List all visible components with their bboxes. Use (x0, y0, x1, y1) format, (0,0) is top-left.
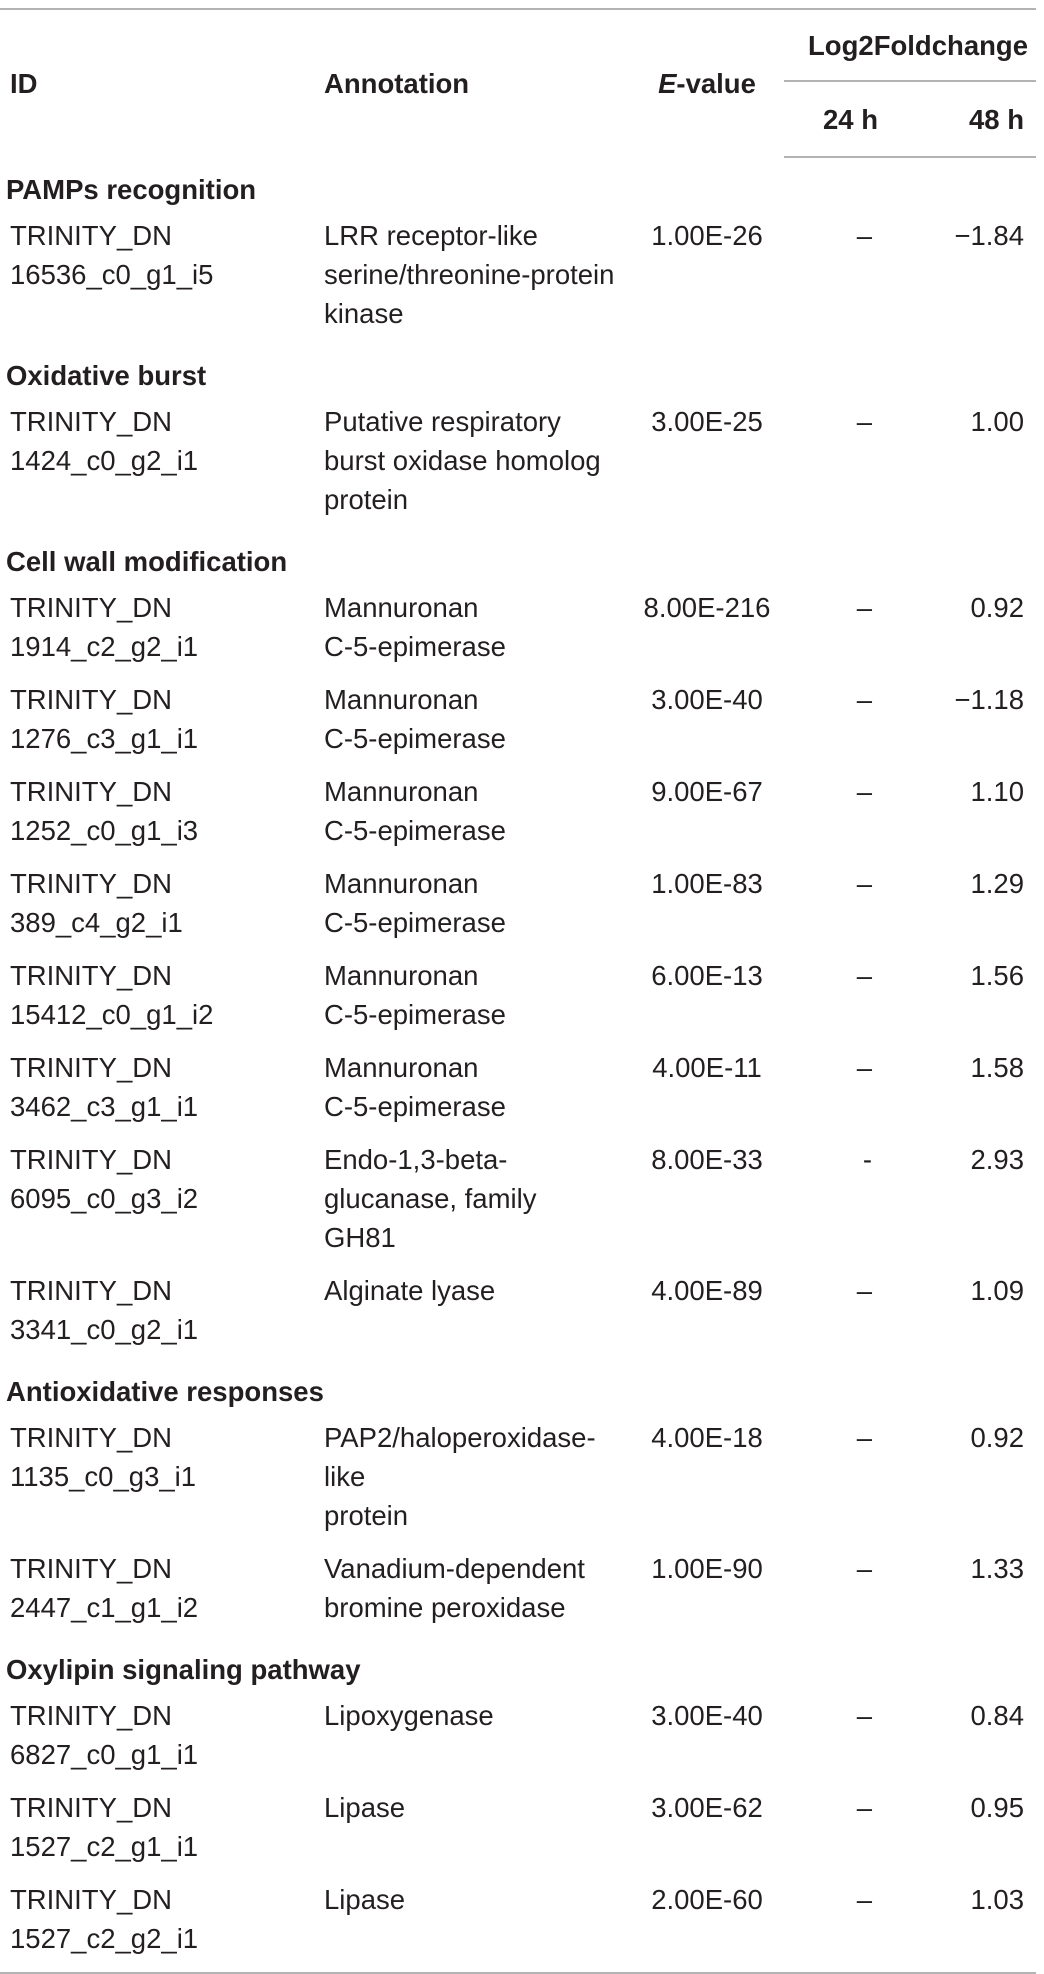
annotation-line: Lipoxygenase (324, 1700, 494, 1731)
id-line: TRINITY_DN (10, 960, 172, 991)
cell-evalue: 1.00E-90 (651, 1553, 763, 1584)
cell-annotation (316, 580, 630, 672)
id-line: 1527_c2_g2_i1 (10, 1923, 199, 1954)
cell-evalue: 4.00E-11 (652, 1052, 762, 1083)
id-line: 3341_c0_g2_i1 (10, 1314, 199, 1345)
column-header-48h: 48 h (906, 81, 1036, 157)
id-line: TRINITY_DN (10, 1052, 172, 1083)
cell-evalue: 3.00E-25 (651, 406, 763, 437)
cell-id (0, 1872, 316, 1973)
annotation-line: C-5-epimerase (324, 723, 506, 754)
cell-evalue: 4.00E-89 (651, 1275, 763, 1306)
cell-48h: 1.56 (970, 960, 1024, 991)
table-row (0, 1541, 1036, 1633)
cell-annotation (316, 394, 630, 525)
id-line: TRINITY_DN (10, 1144, 172, 1175)
cell-id (0, 394, 316, 525)
annotation-line: C-5-epimerase (324, 631, 506, 662)
cell-id (0, 1040, 316, 1132)
table-row (0, 394, 1036, 525)
id-line: TRINITY_DN (10, 684, 172, 715)
id-line: TRINITY_DN (10, 776, 172, 807)
cell-24h: – (856, 1553, 872, 1584)
cell-evalue: 8.00E-33 (651, 1144, 763, 1175)
cell-annotation (316, 1263, 630, 1355)
cell-annotation (316, 1688, 630, 1780)
cell-evalue: 4.00E-18 (651, 1422, 763, 1453)
table-row (0, 672, 1036, 764)
annotation-line: glucanase, family (324, 1183, 537, 1214)
id-line: 1527_c2_g1_i1 (10, 1831, 199, 1862)
annotation-line: Alginate lyase (324, 1275, 496, 1306)
id-line: TRINITY_DN (10, 1553, 172, 1584)
id-line: TRINITY_DN (10, 1700, 172, 1731)
cell-48h: 1.29 (970, 868, 1024, 899)
id-line: 16536_c0_g1_i5 (10, 259, 214, 290)
cell-annotation (316, 1541, 630, 1633)
annotation-line: C-5-epimerase (324, 1091, 506, 1122)
id-line: 1276_c3_g1_i1 (10, 723, 199, 754)
section-row (0, 1633, 1036, 1688)
cell-annotation (316, 948, 630, 1040)
cell-id (0, 1780, 316, 1872)
cell-evalue: 1.00E-83 (651, 868, 763, 899)
table-row (0, 1410, 1036, 1541)
cell-24h: – (856, 1052, 872, 1083)
cell-annotation (316, 1872, 630, 1973)
column-header-log2foldchange: Log2Foldchange (784, 9, 1036, 81)
section-row (0, 1355, 1036, 1410)
column-header-24h: 24 h (784, 81, 906, 157)
annotation-line: GH81 (324, 1222, 396, 1253)
annotation-line: PAP2/haloperoxidase- (324, 1422, 596, 1453)
id-line: TRINITY_DN (10, 1422, 172, 1453)
cell-48h: 1.00 (970, 406, 1024, 437)
table-header (0, 9, 1036, 157)
id-line: 6095_c0_g3_i2 (10, 1183, 199, 1214)
annotation-line: Mannuronan (324, 776, 479, 807)
cell-evalue: 8.00E-216 (643, 592, 771, 623)
cell-id (0, 948, 316, 1040)
cell-annotation (316, 764, 630, 856)
section-row (0, 157, 1036, 208)
section-title: Cell wall modification (6, 546, 288, 577)
cell-24h: – (856, 406, 872, 437)
section-row (0, 339, 1036, 394)
cell-annotation (316, 208, 630, 339)
cell-24h: – (856, 684, 872, 715)
table-row (0, 948, 1036, 1040)
column-header-annotation: Annotation (316, 9, 630, 157)
annotation-line: Putative respiratory (324, 406, 561, 437)
cell-24h: – (856, 1792, 872, 1823)
column-header-evalue (630, 9, 784, 157)
annotation-line: Vanadium-dependent (324, 1553, 585, 1584)
table-row (0, 1132, 1036, 1263)
annotation-line: burst oxidase homolog (324, 445, 601, 476)
cell-annotation (316, 856, 630, 948)
cell-id (0, 1688, 316, 1780)
id-line: 6827_c0_g1_i1 (10, 1739, 199, 1770)
table-row (0, 580, 1036, 672)
cell-evalue: 2.00E-60 (630, 1872, 784, 1973)
id-line: TRINITY_DN (10, 1275, 172, 1306)
id-line: TRINITY_DN (10, 1792, 172, 1823)
column-header-id: ID (0, 9, 316, 157)
cell-annotation (316, 1132, 630, 1263)
table-row (0, 1872, 1036, 1973)
cell-id (0, 672, 316, 764)
id-line: TRINITY_DN (10, 1884, 172, 1915)
annotation-line: Lipase (324, 1884, 406, 1915)
annotation-line: Mannuronan (324, 592, 479, 623)
annotation-line: LRR receptor-like (324, 220, 538, 251)
cell-evalue: 6.00E-13 (651, 960, 763, 991)
section-title: Antioxidative responses (6, 1376, 324, 1407)
cell-annotation (316, 672, 630, 764)
cell-id (0, 580, 316, 672)
id-line: 1914_c2_g2_i1 (10, 631, 199, 662)
annotation-line: Endo-1,3-beta- (324, 1144, 508, 1175)
id-line: TRINITY_DN (10, 220, 172, 251)
table-row (0, 1688, 1036, 1780)
cell-evalue: 3.00E-40 (651, 1700, 763, 1731)
id-line: TRINITY_DN (10, 406, 172, 437)
cell-48h: 1.09 (970, 1275, 1024, 1306)
cell-evalue: 3.00E-40 (651, 684, 763, 715)
cell-id (0, 1410, 316, 1541)
cell-id (0, 208, 316, 339)
annotation-line: C-5-epimerase (324, 999, 506, 1030)
annotation-line: Mannuronan (324, 1052, 479, 1083)
cell-24h: - (862, 1144, 872, 1175)
cell-24h: – (856, 1422, 872, 1453)
cell-48h: 1.33 (970, 1553, 1024, 1584)
cell-annotation (316, 1410, 630, 1541)
id-line: 389_c4_g2_i1 (10, 907, 183, 938)
table-row (0, 1040, 1036, 1132)
gene-expression-table (0, 8, 1036, 1974)
evalue-italic-e: E (658, 68, 677, 99)
annotation-line: kinase (324, 298, 404, 329)
annotation-line: like (324, 1461, 366, 1492)
annotation-line: Mannuronan (324, 868, 479, 899)
id-line: 15412_c0_g1_i2 (10, 999, 214, 1030)
cell-24h: – (856, 776, 872, 807)
id-line: 1252_c0_g1_i3 (10, 815, 199, 846)
annotation-line: bromine peroxidase (324, 1592, 566, 1623)
table-row (0, 208, 1036, 339)
annotation-line: C-5-epimerase (324, 815, 506, 846)
cell-id (0, 1541, 316, 1633)
section-row (0, 525, 1036, 580)
cell-evalue: 9.00E-67 (651, 776, 763, 807)
cell-48h: 1.03 (906, 1872, 1036, 1973)
id-line: TRINITY_DN (10, 868, 172, 899)
table-row (0, 764, 1036, 856)
annotation-line: Mannuronan (324, 684, 479, 715)
cell-48h: 0.92 (970, 592, 1024, 623)
cell-24h: – (856, 592, 872, 623)
cell-24h: – (856, 1275, 872, 1306)
cell-annotation (316, 1040, 630, 1132)
cell-evalue: 3.00E-62 (651, 1792, 763, 1823)
table-row (0, 1780, 1036, 1872)
cell-id (0, 764, 316, 856)
id-line: TRINITY_DN (10, 592, 172, 623)
cell-24h: – (856, 868, 872, 899)
table-body (0, 157, 1036, 1973)
section-title: Oxidative burst (6, 360, 207, 391)
cell-id (0, 1132, 316, 1263)
cell-24h: – (856, 960, 872, 991)
cell-24h: – (856, 220, 872, 251)
cell-48h: 0.92 (970, 1422, 1024, 1453)
cell-24h: – (784, 1872, 906, 1973)
annotation-line: Mannuronan (324, 960, 479, 991)
section-title: Oxylipin signaling pathway (6, 1654, 361, 1685)
cell-evalue: 1.00E-26 (651, 220, 763, 251)
cell-48h: 2.93 (970, 1144, 1024, 1175)
table-row (0, 1263, 1036, 1355)
annotation-line: C-5-epimerase (324, 907, 506, 938)
evalue-suffix: -value (676, 68, 756, 99)
id-line: 2447_c1_g1_i2 (10, 1592, 199, 1623)
cell-48h: 1.58 (970, 1052, 1024, 1083)
cell-48h: 0.84 (970, 1700, 1024, 1731)
id-line: 1424_c0_g2_i1 (10, 445, 199, 476)
annotation-line: serine/threonine-protein (324, 259, 615, 290)
cell-24h: – (856, 1700, 872, 1731)
cell-48h: −1.18 (954, 684, 1024, 715)
cell-48h: 0.95 (970, 1792, 1024, 1823)
annotation-line: protein (324, 484, 409, 515)
cell-id (0, 1263, 316, 1355)
header-row-1 (0, 9, 1036, 81)
annotation-line: Lipase (324, 1792, 406, 1823)
id-line: 1135_c0_g3_i1 (10, 1461, 197, 1492)
cell-id (0, 856, 316, 948)
cell-annotation (316, 1780, 630, 1872)
annotation-line: protein (324, 1500, 409, 1531)
cell-48h: −1.84 (954, 220, 1024, 251)
table-row (0, 856, 1036, 948)
cell-48h: 1.10 (970, 776, 1024, 807)
id-line: 3462_c3_g1_i1 (10, 1091, 199, 1122)
section-title: PAMPs recognition (6, 174, 257, 205)
